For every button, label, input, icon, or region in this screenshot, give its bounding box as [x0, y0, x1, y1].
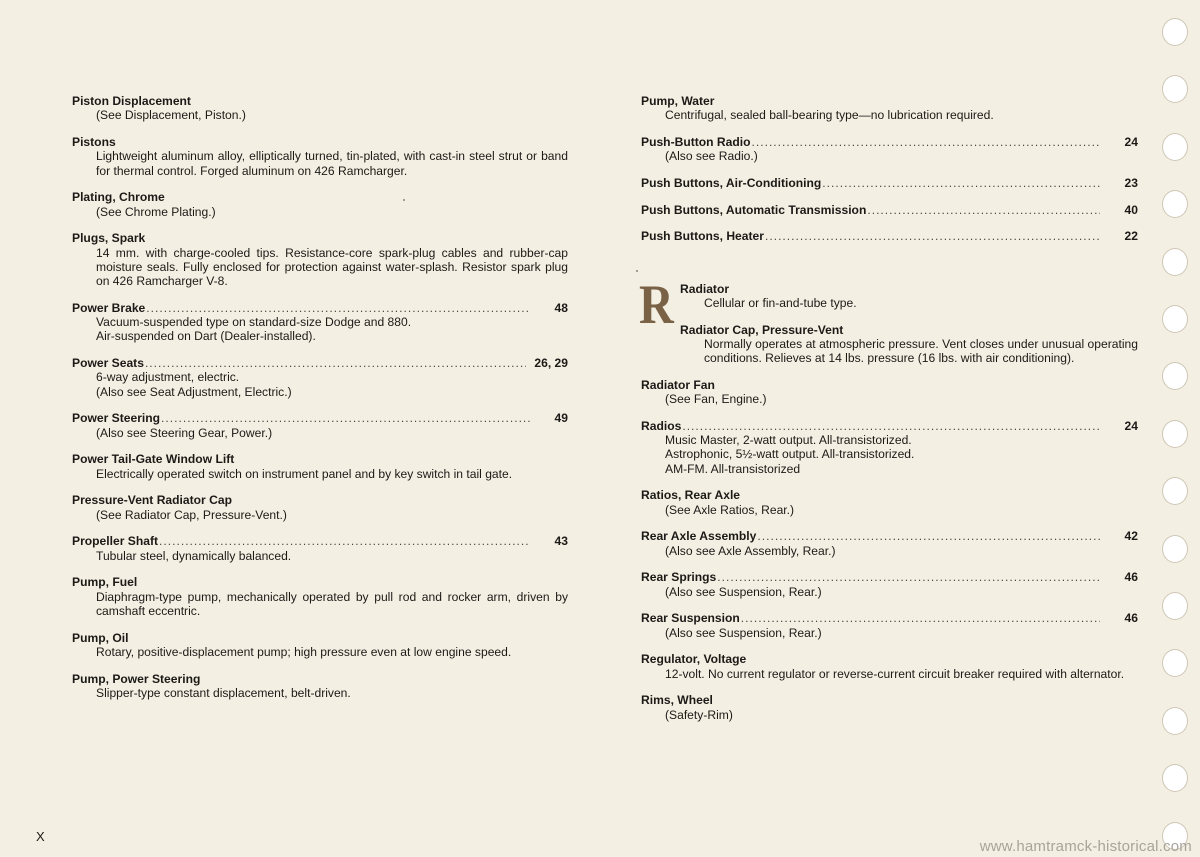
- entry-description: [641, 149, 1138, 163]
- dot-leader: [161, 411, 530, 425]
- entry-description: [641, 392, 1138, 406]
- index-entry: [72, 135, 568, 178]
- entry-description: [72, 205, 568, 219]
- index-entry: [72, 493, 568, 522]
- entry-term: Pistons: [72, 134, 116, 149]
- description-line: (See Fan, Engine.): [665, 392, 767, 407]
- binder-hole: [1162, 18, 1188, 46]
- index-entry: [72, 575, 568, 618]
- entry-description: [641, 667, 1138, 681]
- index-entry: [72, 411, 568, 440]
- entry-heading: [641, 176, 1138, 190]
- description-line: Music Master, 2-watt output. All-transistorized.: [665, 433, 912, 448]
- dot-leader: [757, 529, 1100, 543]
- entry-description: [72, 590, 568, 619]
- description-line: (Also see Steering Gear, Power.): [96, 425, 273, 440]
- entry-term: Pump, Water: [641, 94, 715, 108]
- right-top-entries: [641, 94, 1138, 244]
- entry-heading: [72, 493, 568, 507]
- entry-description: [680, 337, 1138, 366]
- entry-heading: [641, 378, 1138, 392]
- description-line: (Also see Radio.): [665, 149, 758, 164]
- watermark: www.hamtramck-historical.com: [979, 838, 1192, 855]
- entry-term: Push Buttons, Air-Conditioning: [641, 175, 822, 190]
- entry-page-ref: 24: [1124, 418, 1138, 433]
- entry-term: Pump, Fuel: [72, 575, 138, 590]
- entry-term: Piston Displacement: [72, 94, 191, 108]
- entry-description: [72, 108, 568, 122]
- entry-description: [641, 585, 1138, 599]
- entry-description: [641, 708, 1138, 722]
- description-line: Centrifugal, sealed ball-bearing type—no lubrication required.: [665, 108, 994, 123]
- section-r-block: [639, 273, 1138, 366]
- entry-description: [72, 508, 568, 522]
- entry-heading: [641, 570, 1138, 584]
- entry-description: [72, 370, 568, 399]
- index-entry: [641, 378, 1138, 407]
- entry-page-ref: 23: [1124, 175, 1138, 190]
- binder-hole: [1162, 305, 1188, 333]
- index-entry: [72, 672, 568, 701]
- right-column: [641, 94, 1138, 734]
- entry-term: Rear Suspension: [641, 611, 740, 626]
- entry-heading: [72, 356, 568, 370]
- entry-description: [72, 467, 568, 481]
- entry-heading: [72, 231, 568, 245]
- description-line: (Also see Suspension, Rear.): [665, 625, 822, 640]
- binder-hole: [1162, 649, 1188, 677]
- paper-speck: [403, 199, 405, 201]
- entry-term: Ratios, Rear Axle: [641, 488, 741, 503]
- index-entry: [641, 570, 1138, 599]
- description-line: 6-way adjustment, electric.: [96, 370, 240, 385]
- index-entry: [641, 652, 1138, 681]
- entry-term: Power Tail-Gate Window Lift: [72, 452, 235, 467]
- page-number: X: [36, 829, 45, 844]
- entry-heading: [641, 229, 1138, 243]
- dot-leader: [146, 301, 530, 315]
- index-entry: [72, 452, 568, 481]
- entry-term: Power Brake: [72, 300, 146, 315]
- entry-term: Radiator Cap, Pressure-Vent: [680, 322, 844, 337]
- binder-hole: [1162, 75, 1188, 103]
- entry-page-ref: 42: [1124, 529, 1138, 544]
- entry-description: [641, 108, 1138, 122]
- description-line: Rotary, positive-displacement pump; high pressure even at low engine speed.: [96, 644, 512, 659]
- entry-heading: [641, 693, 1138, 707]
- entry-term: Push Buttons, Automatic Transmission: [641, 202, 867, 217]
- entry-description: [641, 433, 1138, 476]
- dot-leader: [765, 229, 1100, 243]
- entry-heading: [72, 135, 568, 149]
- index-entry: [641, 176, 1138, 190]
- binder-hole: [1162, 535, 1188, 563]
- description-line: (See Chrome Plating.): [96, 204, 216, 219]
- binder-hole: [1162, 362, 1188, 390]
- entry-term: Radios: [641, 418, 682, 433]
- description-line: Vacuum-suspended type on standard-size Dodge and 880.: [96, 315, 412, 330]
- entry-page-ref: 43: [554, 534, 568, 549]
- left-column: [72, 94, 568, 713]
- entry-term: Propeller Shaft: [72, 534, 159, 549]
- description-line: (Safety-Rim): [665, 707, 733, 722]
- index-entry: [680, 282, 1138, 311]
- entry-term: Power Seats: [72, 356, 144, 371]
- description-line: Cellular or fin-and-tube type.: [704, 295, 857, 310]
- entry-description: [72, 149, 568, 178]
- index-entry: [72, 190, 568, 219]
- description-line: 14 mm. with charge-cooled tips. Resistance-core spark-plug cables and rubber-cap moisture seals. Fully enclosed for protection against water-splash. Resistor spark plug on 426 Ramcharger V-8.: [96, 245, 568, 289]
- dot-leader: [752, 135, 1101, 149]
- entry-heading: [72, 411, 568, 425]
- description-line: (Also see Axle Assembly, Rear.): [665, 543, 836, 558]
- entry-page-ref: 22: [1124, 229, 1138, 244]
- entry-term: Plating, Chrome: [72, 190, 165, 205]
- entry-description: [72, 686, 568, 700]
- entry-heading: [72, 575, 568, 589]
- right-bottom-entries: [641, 378, 1138, 722]
- entry-heading: [641, 488, 1138, 502]
- binder-hole: [1162, 248, 1188, 276]
- entry-description: [680, 296, 1138, 310]
- entry-page-ref: 48: [554, 300, 568, 315]
- entry-heading: [641, 611, 1138, 625]
- entry-page-ref: 46: [1124, 611, 1138, 626]
- entry-term: Regulator, Voltage: [641, 652, 747, 667]
- description-line: Electrically operated switch on instrument panel and by key switch in tail gate.: [96, 466, 513, 481]
- index-entry: [72, 94, 568, 123]
- entry-description: [72, 246, 568, 289]
- binder-hole: [1162, 190, 1188, 218]
- index-entry: [680, 323, 1138, 366]
- entry-term: Push Buttons, Heater: [641, 229, 764, 244]
- entry-term: Rear Axle Assembly: [641, 529, 757, 544]
- entry-description: [72, 645, 568, 659]
- entry-term: Pump, Power Steering: [72, 671, 201, 686]
- index-entry: [641, 611, 1138, 640]
- entry-heading: [680, 323, 1138, 337]
- dot-leader: [682, 419, 1100, 433]
- entry-term: Rims, Wheel: [641, 693, 713, 708]
- index-entry: [72, 231, 568, 288]
- index-entry: [641, 529, 1138, 558]
- dot-leader: [867, 203, 1100, 217]
- dot-leader: [717, 570, 1100, 584]
- entry-heading: [72, 534, 568, 548]
- entry-heading: [641, 529, 1138, 543]
- entry-term: Radiator: [680, 281, 730, 296]
- entry-term: Power Steering: [72, 411, 161, 426]
- index-entry: [641, 94, 1138, 123]
- index-entry: [641, 693, 1138, 722]
- description-line: Slipper-type constant displacement, belt-driven.: [96, 685, 351, 700]
- entry-description: [72, 549, 568, 563]
- entry-heading: [72, 190, 568, 204]
- entry-description: [641, 626, 1138, 640]
- entry-page-ref: 26, 29: [534, 356, 568, 371]
- description-line: Diaphragm-type pump, mechanically operated by pull rod and rocker arm, driven by camshaft eccentric.: [96, 589, 568, 618]
- entry-heading: [641, 652, 1138, 666]
- entry-heading: [641, 135, 1138, 149]
- index-entry: [641, 488, 1138, 517]
- index-entry: [72, 356, 568, 399]
- index-entry: [641, 135, 1138, 164]
- description-line: (See Radiator Cap, Pressure-Vent.): [96, 507, 287, 522]
- entry-page-ref: 46: [1124, 570, 1138, 585]
- index-entry: [72, 534, 568, 563]
- index-entry: [641, 419, 1138, 476]
- description-line: Tubular steel, dynamically balanced.: [96, 548, 292, 563]
- section-letter: R: [639, 273, 674, 336]
- paper-speck: [636, 270, 638, 272]
- entry-heading: [641, 419, 1138, 433]
- entry-heading: [680, 282, 1138, 296]
- binder-hole: [1162, 133, 1188, 161]
- binder-holes: [1162, 0, 1196, 857]
- binder-hole: [1162, 477, 1188, 505]
- entry-term: Pump, Oil: [72, 630, 129, 645]
- dot-leader: [145, 356, 526, 370]
- entry-description: [641, 503, 1138, 517]
- entry-page-ref: 49: [554, 411, 568, 426]
- description-line: (Also see Seat Adjustment, Electric.): [96, 384, 292, 399]
- entry-heading: [72, 452, 568, 466]
- description-line: AM-FM. All-transistorized: [665, 461, 801, 476]
- description-line: (See Axle Ratios, Rear.): [665, 502, 795, 517]
- dot-leader: [741, 611, 1100, 625]
- description-line: Astrophonic, 5½-watt output. All-transistorized.: [665, 447, 915, 462]
- entry-heading: [72, 301, 568, 315]
- entry-description: [72, 315, 568, 344]
- description-line: Normally operates at atmospheric pressure. Vent closes under unusual operating conditions. Relieves at 14 lbs. pressure (16 lbs. with air conditioning).: [704, 336, 1138, 366]
- binder-hole: [1162, 420, 1188, 448]
- index-entry: [641, 203, 1138, 217]
- description-line: Air-suspended on Dart (Dealer-installed).: [96, 329, 316, 344]
- entry-heading: [72, 631, 568, 645]
- entry-description: [72, 426, 568, 440]
- description-line: (See Displacement, Piston.): [96, 108, 246, 123]
- dot-leader: [159, 534, 530, 548]
- dot-leader: [822, 176, 1100, 190]
- binder-hole: [1162, 592, 1188, 620]
- entry-heading: [641, 94, 1138, 108]
- entry-heading: [72, 672, 568, 686]
- entry-term: Pressure-Vent Radiator Cap: [72, 493, 232, 508]
- index-entry: [72, 631, 568, 660]
- entry-page-ref: 24: [1124, 134, 1138, 149]
- entry-term: Push-Button Radio: [641, 134, 751, 149]
- index-entry: [72, 301, 568, 344]
- description-line: Lightweight aluminum alloy, elliptically turned, tin-plated, with cast-in steel strut or band for thermal control. Forged aluminum on 426 Ramcharger.: [96, 149, 568, 178]
- entry-page-ref: 40: [1124, 202, 1138, 217]
- binder-hole: [1162, 707, 1188, 735]
- description-line: 12-volt. No current regulator or reverse-current circuit breaker required with alternator.: [665, 666, 1125, 681]
- entry-heading: [641, 203, 1138, 217]
- entry-heading: [72, 94, 568, 108]
- section-r-entries: [680, 282, 1138, 366]
- entry-description: [641, 544, 1138, 558]
- entry-term: Rear Springs: [641, 570, 717, 585]
- description-line: (Also see Suspension, Rear.): [665, 584, 822, 599]
- binder-hole: [1162, 764, 1188, 792]
- index-entry: [641, 229, 1138, 243]
- entry-term: Radiator Fan: [641, 377, 715, 392]
- entry-term: Plugs, Spark: [72, 231, 146, 246]
